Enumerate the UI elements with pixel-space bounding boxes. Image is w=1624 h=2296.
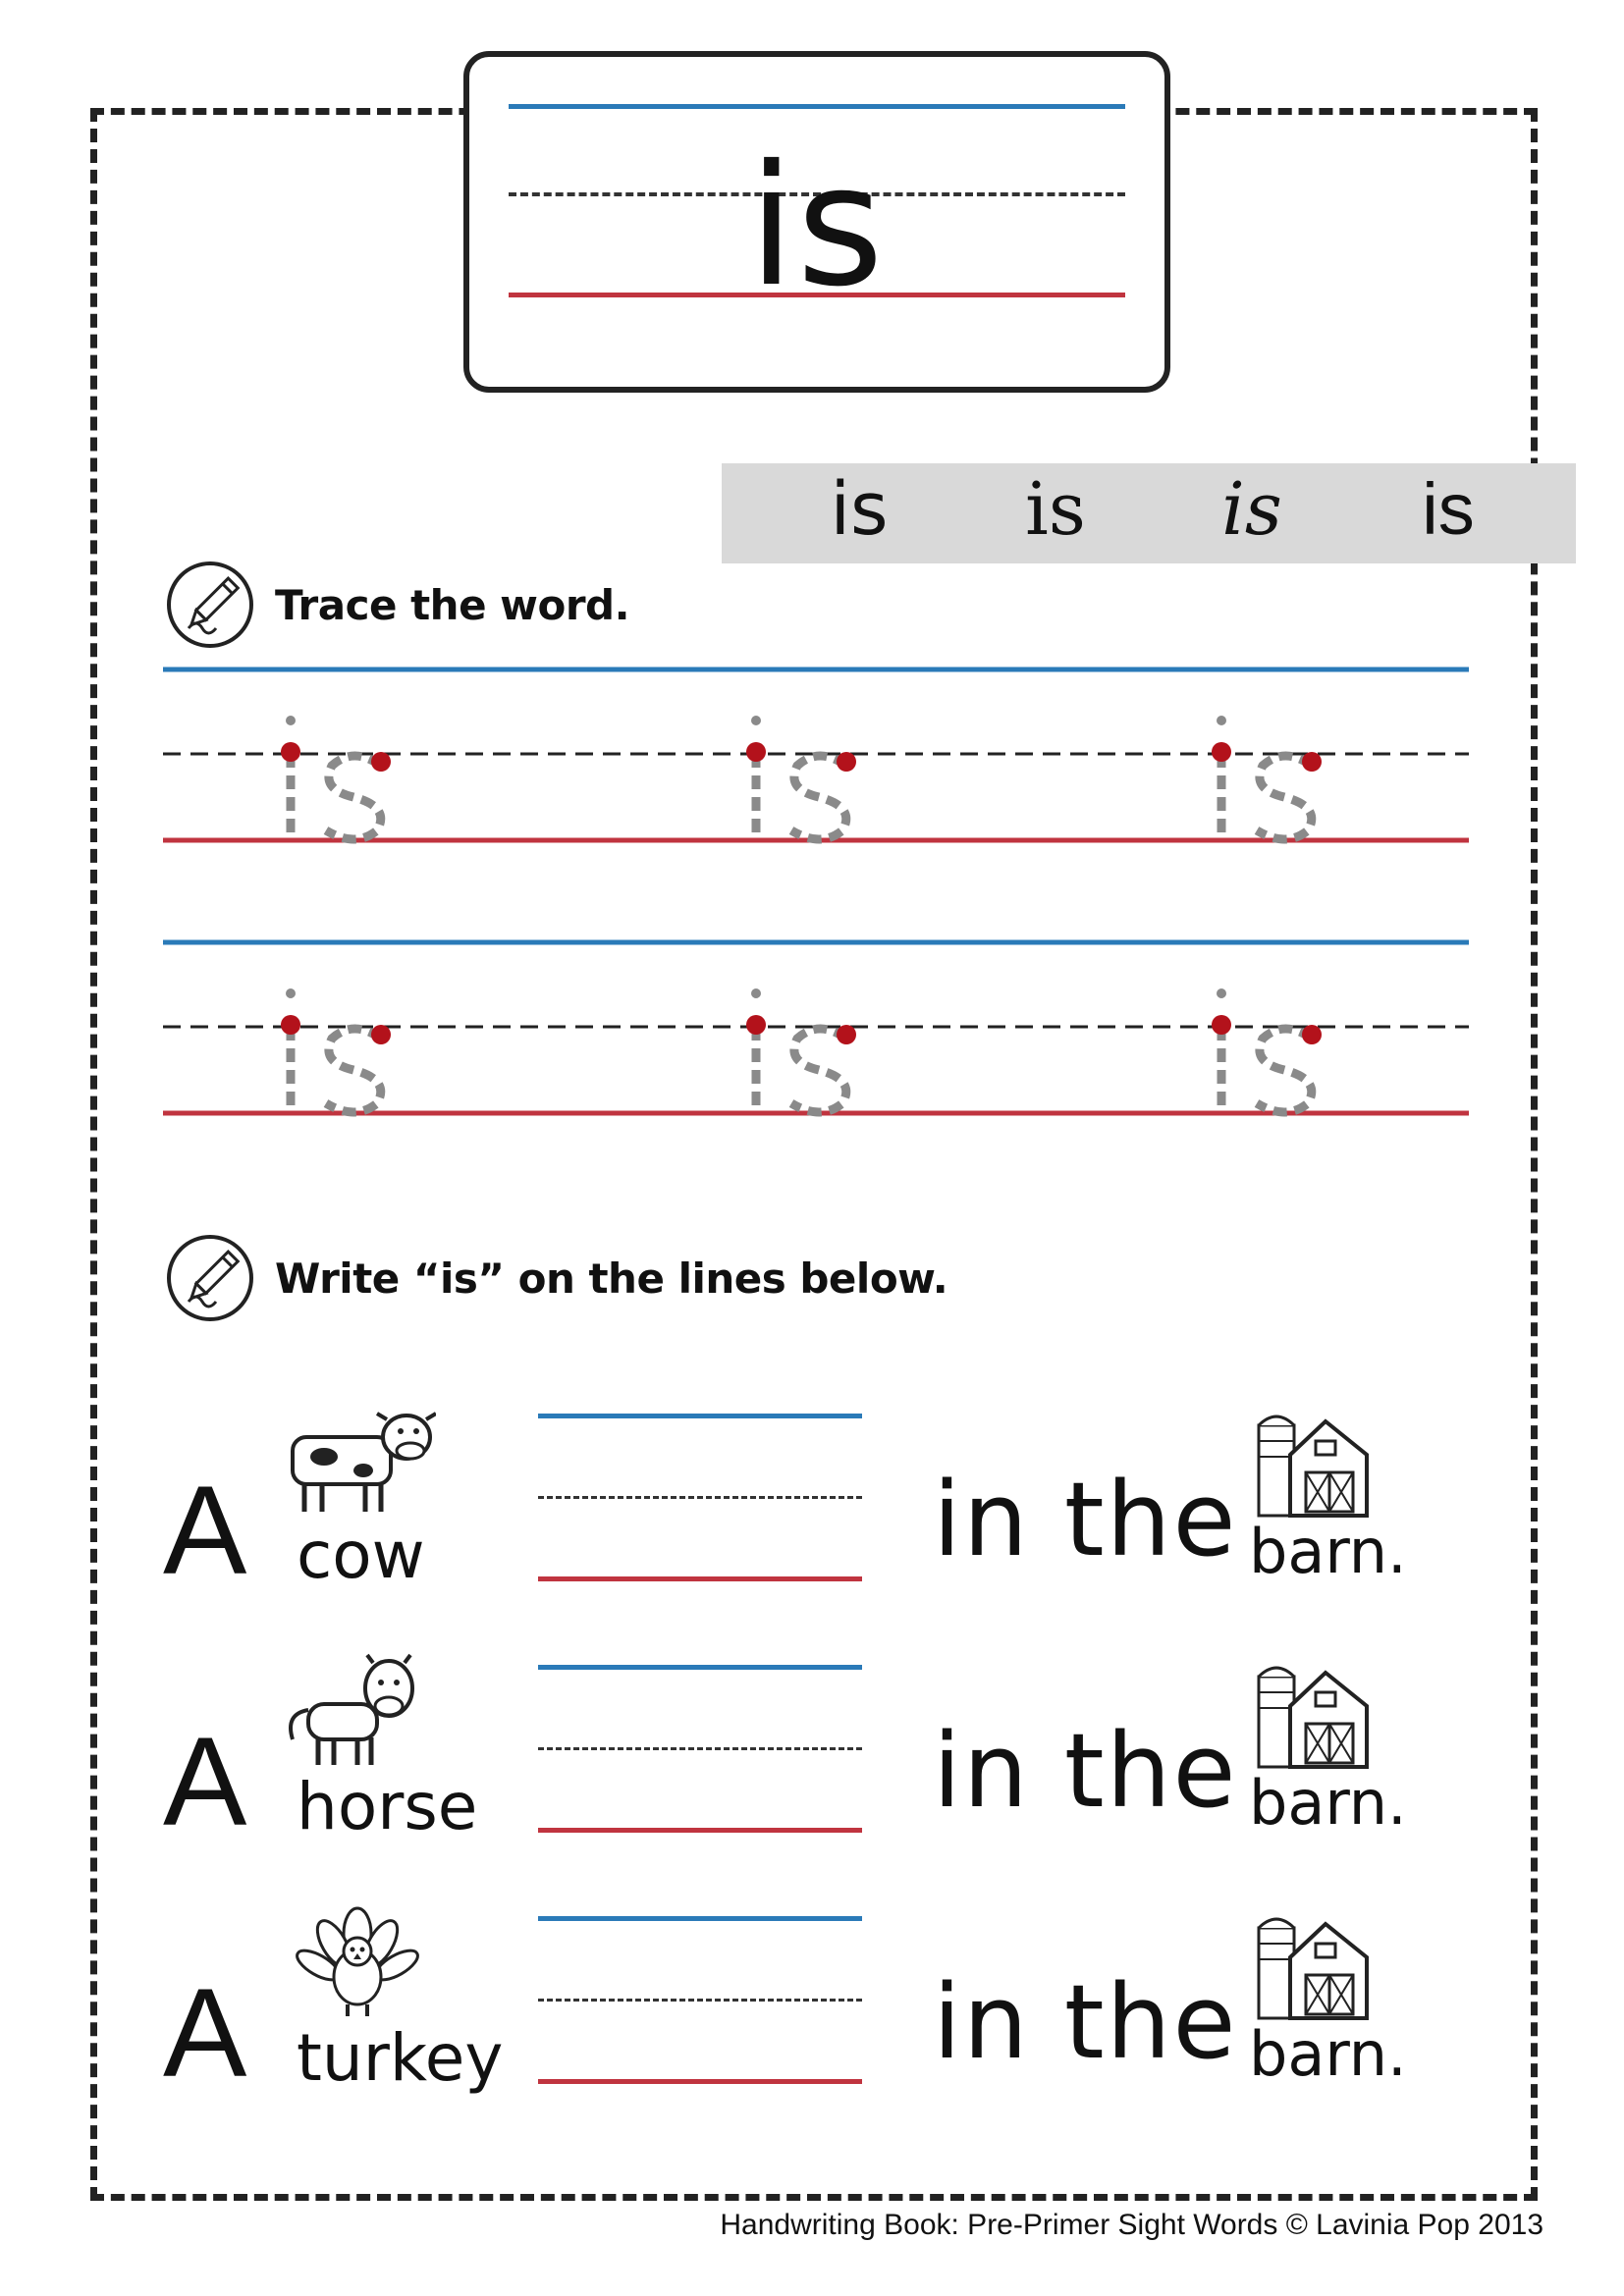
traceable-word[interactable] [746,988,856,1112]
font-variant: is [1221,467,1282,552]
animal-word: cow [297,1518,425,1593]
font-variant: is [1025,467,1086,552]
article: A [163,1963,247,2104]
write-lines[interactable] [538,1657,862,1834]
write-lines[interactable] [538,1406,862,1582]
barn-icon [1255,1657,1373,1771]
barn-icon [1255,1406,1373,1520]
footer-credit: Handwriting Book: Pre-Primer Sight Words © Lavinia Pop 2013 [720,2209,1543,2241]
font-variants-strip [722,463,1576,563]
title-card [463,51,1170,393]
write-instruction [165,1233,947,1323]
traceable-word[interactable] [281,716,391,839]
animal-word: turkey [297,2020,504,2096]
sentence-row-turkey [163,1908,1469,2124]
sentence-rest: in the [933,1962,1238,2082]
write-instruction-text: Write “is” on the lines below. [275,1254,948,1303]
sentence-row-cow [163,1406,1469,1622]
trace-instruction [165,560,629,650]
sentence-rest: in the [933,1711,1238,1831]
article: A [163,1712,247,1852]
sight-word-title: is [748,130,886,324]
trace-guide-lines [163,660,1469,856]
turkey-icon [279,1904,436,2022]
guide-line-top [509,104,1125,109]
sentence-row-horse [163,1657,1469,1873]
place-word: barn. [1249,1516,1407,1587]
pencil-writing-icon [165,560,255,650]
traceable-word[interactable] [1212,988,1322,1112]
cow-icon [279,1402,436,1520]
barn-icon [1255,1908,1373,2022]
trace-instruction-text: Trace the word. [275,580,630,629]
font-variant: is [830,467,889,552]
pencil-writing-icon [165,1233,255,1323]
page-border [90,108,1538,2201]
traceable-word[interactable] [281,988,391,1112]
trace-row-1 [163,660,1469,856]
traceable-word[interactable] [746,716,856,839]
horse-icon [279,1653,436,1771]
write-lines[interactable] [538,1908,862,2085]
sentence-rest: in the [933,1460,1238,1579]
trace-row-2 [163,933,1469,1129]
animal-word: horse [297,1769,478,1844]
article: A [163,1461,247,1601]
place-word: barn. [1249,2018,1407,2090]
trace-guide-lines [163,933,1469,1129]
traceable-word[interactable] [1212,716,1322,839]
place-word: barn. [1249,1767,1407,1839]
font-variant: is [1422,468,1475,550]
